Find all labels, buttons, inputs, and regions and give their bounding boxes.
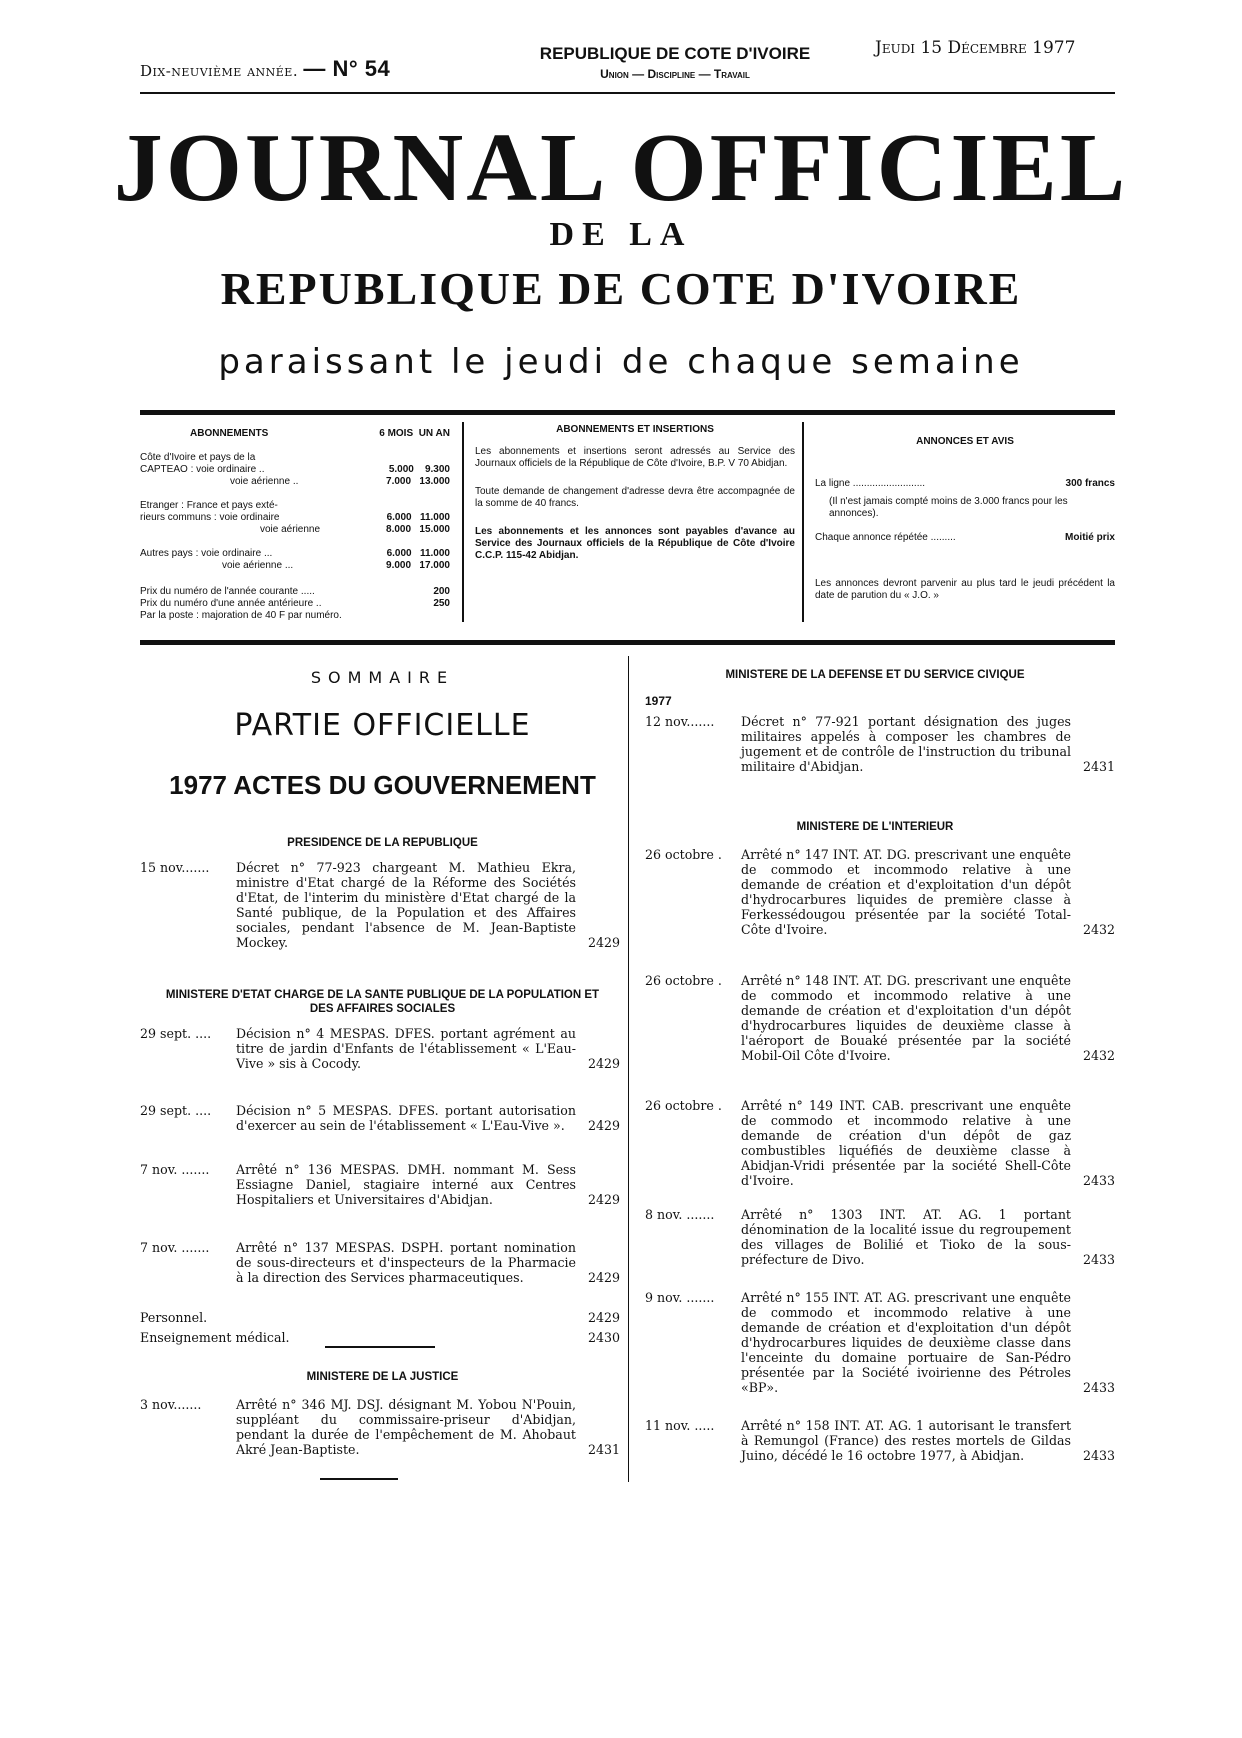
entry-text: Décision n° 4 MESPAS. DFES. portant agrément au titre de jardin d'Enfants de l'établissement « L'Eau-Vive » sis à Cocody. [236,1026,576,1071]
entry-text: Décret n° 77-921 portant désignation des juges militaires appelés à composer les chambres de jugement et de contrôle de l'instruction du tribunal militaire d'Abidjan. [741,714,1071,774]
toc-entry[interactable] [645,1418,1115,1463]
entry-date: 15 nov....... [140,860,210,875]
sub-text: Prix du numéro de l'année courante ..... [140,586,315,597]
toc-entry[interactable] [645,1290,1115,1395]
entry-page: 2432 [1082,1048,1115,1063]
annonces-text: (Il n'est jamais compté moins de 3.000 francs pour les annonces). [829,496,1068,519]
six-months-header: 6 MOIS [379,428,414,439]
entry-page: 2429 [587,1192,620,1207]
annonces-text: Chaque annonce répétée ......... [815,532,956,543]
section-interieur: MINISTERE DE L'INTERIEUR [796,821,954,833]
price: 5.000 [388,464,414,475]
national-motto: Union — Discipline — Travail [600,67,750,81]
entry-page: 2430 [587,1330,620,1345]
entry-text: Arrêté n° 147 INT. AT. DG. prescrivant une enquête de commodo et incommodo relative à une demande de création et d'exploitation d'un dépôt d'hydrocarbures liquides de première classe à Ferkessédougou présentée par la société Total-Côte d'Ivoire. [741,847,1071,937]
price: 6.000 [386,512,412,523]
entry-page: 2429 [587,1270,620,1285]
entry-date: 7 nov. ....... [140,1240,210,1255]
entry-date: 3 nov....... [140,1397,202,1412]
toc-entry[interactable] [645,973,1115,1063]
price: 11.000 [419,548,450,559]
entry-page: 2429 [587,1310,620,1325]
annonces-text: Les annonces devront parvenir au plus tard le jeudi précédent la date de parution du « J.O. » [815,578,1115,601]
insertions-text: Les abonnements et les annonces sont payables d'avance au Service des Journaux officiels de la République de Côte d'Ivoire C.C.P. 115-42 Abidjan. [475,526,795,561]
price: 15.000 [419,524,450,535]
entry-page: 2433 [1082,1173,1115,1188]
section-defense: MINISTERE DE LA DEFENSE ET DU SERVICE CIVIQUE [725,669,1025,681]
price: 300 francs [1065,478,1115,489]
entry-date: 12 nov....... [645,714,715,729]
top-rule [140,92,1115,94]
price: 11.000 [419,512,450,523]
toc-entry[interactable] [140,1397,620,1457]
insertions-heading: ABONNEMENTS ET INSERTIONS [556,424,714,435]
sub-text: voie aérienne ... [222,560,294,571]
separator [325,1346,435,1348]
sommaire-label: SOMMAIRE [310,668,455,687]
price: 6.000 [386,548,412,559]
entry-page: 2433 [1082,1380,1115,1395]
toc-entry[interactable] [140,1026,620,1071]
entry-text: Décision n° 5 MESPAS. DFES. portant autorisation d'exercer au sein de l'établissement « L'Eau-Vive ». [236,1103,576,1133]
price: 7.000 [386,476,412,487]
section-presidence: PRESIDENCE DE LA REPUBLIQUE [287,837,478,849]
entry-text: Arrêté n° 1303 INT. AT. AG. 1 portant dénomination de la localité issue du regroupement des villages de Bolilié et Tioko de la sous-préfecture de Divo. [741,1207,1071,1267]
entry-text: Enseignement médical. [140,1330,290,1345]
journal-title: JOURNAL OFFICIEL [113,114,1129,222]
entry-date: 26 octobre . [645,847,722,862]
entry-text: Arrêté n° 149 INT. CAB. prescrivant une enquête de commodo et incommodo relative à une demande de création d'un dépôt de gaz combustibles liquéfiés de deuxième classe à Abidjan-Vridi présentée par la société Shell-Côte d'Ivoire. [741,1098,1071,1188]
entry-page: 2429 [587,1118,620,1133]
sub-text: Côte d'Ivoire et pays de la [140,452,256,463]
sub-text: voie aérienne .. [230,476,299,487]
entry-page: 2433 [1082,1448,1115,1463]
entry-page: 2429 [587,935,620,950]
section-justice: MINISTERE DE LA JUSTICE [306,1371,459,1383]
republic-name: REPUBLIQUE DE COTE D'IVOIRE [539,44,811,63]
entry-text: Arrêté n° 137 MESPAS. DSPH. portant nomination de sous-directeurs et d'inspecteurs de la Pharmacie à la direction des Services pharmaceutiques. [236,1240,576,1285]
one-year-header: UN AN [418,428,450,439]
insertions-box [475,424,795,562]
year-label: Dix-neuvième année. — N° 54 [140,56,391,81]
sub-text: Par la poste : majoration de 40 F par numéro. [140,610,342,621]
sub-text: Prix du numéro d'une année antérieure .. [140,598,322,609]
sub-text: CAPTEAO : voie ordinaire .. [140,464,265,475]
toc-entry[interactable] [645,1207,1115,1267]
price: 13.000 [419,476,450,487]
entry-text: Arrêté n° 346 MJ. DSJ. désignant M. Yobou N'Pouin, suppléant du commissaire-priseur d'Abidjan, pendant la durée de l'empêchement de M. Ahobaut Akré Jean-Baptiste. [236,1397,576,1457]
box-divider [802,422,804,622]
entry-page: 2431 [587,1442,620,1457]
price: 9.300 [424,464,450,475]
republic-header [495,44,855,84]
entry-date: 11 nov. ..... [645,1418,715,1433]
box-divider [462,422,464,622]
price: 200 [433,586,450,597]
country-title: REPUBLIQUE DE COTE D'IVOIRE [220,263,1022,314]
entry-text: Arrêté n° 158 INT. AT. AG. 1 autorisant le transfert à Remungol (France) des restes mortels de Gildas Juino, décédé le 16 octobre 1977, à Abidjan. [741,1418,1071,1463]
entry-date: 7 nov. ....... [140,1162,210,1177]
column-divider [628,656,629,1482]
sub-text: rieurs communs : voie ordinaire [140,512,280,523]
entry-text: Arrêté n° 148 INT. AT. DG. prescrivant une enquête de commodo et incommodo relative à une demande de création et d'exploitation d'un dépôt d'hydrocarbures liquides de deuxième classe à l'aéroport de Bouaké présentée par la société Mobil-Oil Côte d'Ivoire. [741,973,1071,1063]
section-sante: MINISTERE D'ETAT CHARGE DE LA SANTE PUBLIQUE DE LA POPULATION ET DES AFFAIRES SOCIALES [165,989,600,1015]
toc-entry[interactable] [140,1103,620,1133]
price: 8.000 [386,524,412,535]
actes-heading: 1977 ACTES DU GOUVERNEMENT [169,770,596,800]
entry-date: 9 nov. ....... [645,1290,715,1305]
entry-page: 2433 [1082,1252,1115,1267]
entry-date: 8 nov. ....... [645,1207,715,1222]
entry-text: Décret n° 77-923 chargeant M. Mathieu Ekra, ministre d'Etat chargé de la Réforme des Sociétés d'Etat, de l'interim du ministère d'Etat chargé de la Santé publique, de la Population et des Affaires sociales, pendant l'absence de M. Jean-Baptiste Mockey. [236,860,576,950]
entry-date: 29 sept. .... [140,1026,212,1041]
insertions-text: Les abonnements et insertions seront adressés au Service des Journaux officiels de la République de Côte d'Ivoire, B.P. V 70 Abidjan. [475,446,795,469]
annonces-heading: ANNONCES ET AVIS [916,436,1014,447]
annonces-box [815,436,1115,602]
issue-number: — N° 54 [303,56,391,81]
toc-entry[interactable] [140,1310,620,1325]
frequency-line: paraissant le jeudi de chaque semaine [218,342,1024,382]
subscriptions-box [140,428,450,622]
title-de-la: DE LA [549,216,693,253]
toc-entry[interactable] [645,1098,1115,1188]
entry-date: 26 octobre . [645,973,722,988]
toc-entry[interactable] [645,847,1115,937]
price: 17.000 [419,560,450,571]
entry-page: 2431 [1082,759,1115,774]
subscriptions-heading: ABONNEMENTS [190,428,269,439]
entry-date: 29 sept. .... [140,1103,212,1118]
partie-officielle: PARTIE OFFICIELLE [234,708,531,743]
separator [320,1478,398,1480]
entry-text: Arrêté n° 136 MESPAS. DMH. nommant M. Sess Essiagne Daniel, stagiaire interné aux Centres Hospitaliers et Universitaires d'Abidjan. [236,1162,576,1207]
entry-text: Personnel. [140,1310,208,1325]
sub-text: Autres pays : voie ordinaire ... [140,548,273,559]
sub-text: voie aérienne [260,524,321,535]
sub-text: Etranger : France et pays exté- [140,500,278,511]
price: 9.000 [386,560,412,571]
entry-page: 2429 [587,1056,620,1071]
price: 250 [433,598,450,609]
entry-date: 26 octobre . [645,1098,722,1113]
annonces-text: La ligne .......................... [815,478,926,489]
toc-entry[interactable] [140,1240,620,1285]
insertions-text: Toute demande de changement d'adresse devra être accompagnée de la somme de 40 francs. [475,486,795,509]
toc-entry[interactable] [645,714,1115,774]
issue-date: Jeudi 15 Décembre 1977 [875,38,1076,58]
entry-text: Arrêté n° 155 INT. AT. AG. prescrivant une enquête de commodo et incommodo relative à une demande de création et d'exploitation d'un dépôt d'hydrocarbures liquides de deuxième classe dans l'enceinte du domaine portuaire de San-Pédro présentée par la Société ivoirienne des Pétroles «BP». [741,1290,1071,1395]
price: Moitié prix [1064,532,1115,543]
header-rule-top [140,410,1115,415]
entry-page: 2432 [1082,922,1115,937]
header-rule-bottom [140,640,1115,645]
toc-entry[interactable] [140,1330,620,1345]
toc-entry[interactable] [140,1162,620,1207]
toc-entry[interactable] [140,860,620,950]
year-heading: 1977 [645,694,672,708]
